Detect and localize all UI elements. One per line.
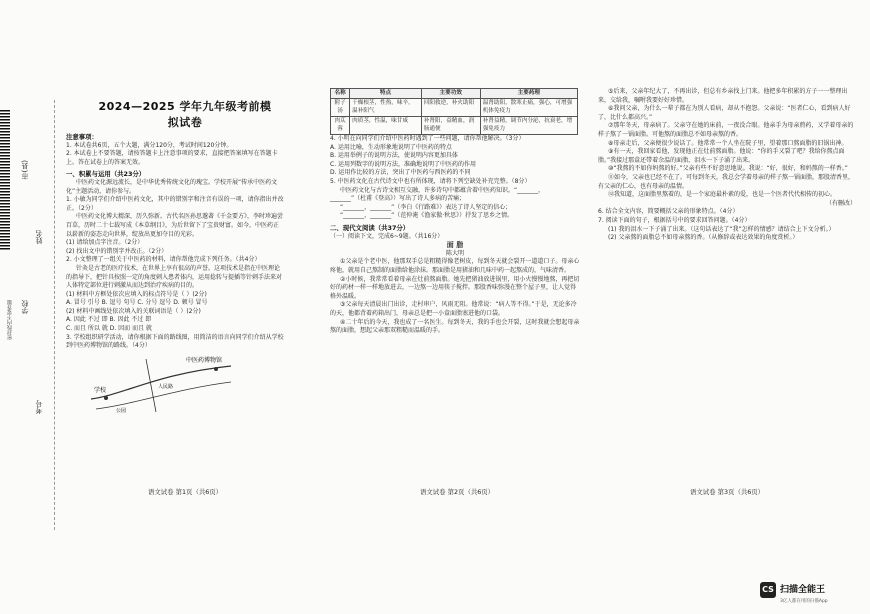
question: (2) 父亲熬的面脂总不如母亲熬的香。（从修辞或表达效果的角度赏析。） — [608, 234, 799, 242]
page-3-footer: 语文试卷 第3页（共6页） — [690, 488, 765, 496]
q4-option: B. 运用举例子的说明方法，使说明内容更加具体 — [330, 152, 458, 160]
notice-item: 1. 本试卷共6页，五个大题，满分120分，考试时间120分钟。 — [66, 141, 233, 149]
scanner-name: 扫描全能王 — [780, 585, 826, 595]
article-title: 面 脂 — [446, 241, 464, 250]
notice-heading: 注意事项： — [66, 133, 98, 141]
q4-stem: 4. 小明在向同学们介绍中医药时遇到了一些问题，请你帮他解决。（3分） — [330, 135, 525, 143]
table-cell: 肉质茎，性温，味甘咸 — [350, 117, 422, 135]
table-header: 主要功效 — [421, 89, 480, 99]
article-para: ⑤后来，父亲年纪大了，不再出诊，但总有乡亲找上门来。他把多年积累的方子一一整理出来，交给我，嘱咐我要好好珍惜。 — [598, 88, 848, 104]
scanner-tagline: 3亿人都在用的扫描App — [780, 599, 828, 604]
section-2-title: 二、现代文阅读（共37分） — [330, 223, 410, 232]
map-label: 人民路 — [158, 383, 174, 390]
table-cell: 补肾益精，调节内分泌，抗衰老，增强免疫力 — [480, 117, 577, 135]
q5-line: “_______，_______”（李白《行路难》）表达了诗人坚定的信心； — [340, 203, 512, 211]
q4-option: D. 运用作比较的方法，突出了中医药与西医药的不同 — [330, 169, 471, 177]
page-1 — [66, 130, 284, 417]
section-1-intro: 中医药文化源远流长，是中华优秀传统文化的瑰宝。学校开展“传承中医药文化”主题活动，请你参与。 — [66, 178, 278, 195]
article-para: ⑪如今，父亲也已经不在了。可每到冬天，我总会学着母亲的样子熬一锅面脂，那股清香里，有父亲的仁心，也有母亲的温情。 — [598, 173, 855, 190]
q4-option: C. 运用列数字的说明方法，准确地说明了中医药的作用 — [330, 160, 477, 168]
table-header: 名称 — [331, 89, 350, 99]
table-cell: 回阳救逆，补火助阳 — [421, 99, 480, 117]
q5-line: “_______，_______”（范仲淹《渔家傲·秋思》）抒发了思乡之情。 — [340, 212, 514, 220]
question: (1) 我的泪水一下子涌了出来。（这句话表达了“我”怎样的情感？请结合上下文分析。） — [608, 225, 835, 233]
table-row — [331, 99, 578, 117]
article-source: （有删改） — [825, 199, 856, 207]
table-cell: 补肾阳，益精血，润肠通便 — [421, 117, 480, 135]
q3-stem: 3. 学校组织研学活动，请你根据下面的路线图，用简洁的语言向同学们介绍从学校到中医药博物馆的路线。（4分） — [66, 333, 284, 350]
article-para: ⑫我知道，这面脂里熬着的，是一个家庭最朴素的爱，也是一个医者代代相传的初心。 — [608, 191, 837, 199]
table-cell: 干燥根茎，性热，味辛，温补阳气 — [350, 99, 422, 117]
q2-sub: C. 而且 所以 就 D. 因而 而且 就 — [66, 325, 152, 333]
seal-line — [54, 100, 55, 530]
page-2-footer: 语文试卷 第2页（共6页） — [420, 488, 495, 496]
question: 7. 阅读下面的句子，根据括号中的要求回答问题。（4分） — [598, 216, 751, 224]
q2-passage: 针灸是古老的医疗技术，在世界上享有很高的声誉。这项技术是指在中医理论的指导下，把针具按照一定的角度刺入患者体内，运用捻转与提插等针刺手法来对人体特定部位进行刺激从而达到治疗疾病的目的。 — [66, 264, 283, 290]
q1-sub: (2) 找出文中的错别字并改正。（2分） — [66, 247, 168, 255]
table-header: 特点 — [350, 89, 422, 99]
article-para: ⑩“我熬的不如你妈熬的好。”父亲有些不好意思地说。我说：“好，很好，和妈熬的一样香。” — [608, 165, 848, 173]
table-cell: 附子汤 — [331, 99, 350, 117]
article-para: ⑨有一天，我回家看他，发现他正在灶前熬面脂。他说：“你的手又裂了吧？我给你熬点面脂。”我接过那盒还带着余温的面脂，泪水一下子涌了出来。 — [598, 148, 845, 164]
notice-item: 2. 本试卷上不要答题，请按答题卡上注意事项的要求，直接把答案填写在答题卡上。答在试卷上的答案无效。 — [66, 150, 278, 166]
page-3 — [598, 88, 856, 243]
page-2 — [330, 88, 580, 336]
scanner-watermark — [760, 580, 866, 610]
name-label: 姓名 — [35, 230, 43, 244]
reading-1-title: （一）阅读下文，完成6~9题。（共16分） — [330, 232, 444, 240]
article-para: ⑧母亲走后，父亲便很少说话了。他常常一个人坐在院子里，望着那口熬面脂的旧锅出神。 — [608, 139, 848, 147]
table-cell: 肉苁蓉 — [331, 117, 350, 135]
article-para: ⑦那年冬天，母亲病了。父亲守在她的床前，一夜没合眼。他亲手为母亲煎药，又学着母亲的样子熬了一锅面脂。可他熬的面脂总不如母亲熬的香。 — [598, 122, 854, 138]
article-para: ⑥我问父亲，为什么一辈子都在为别人看病，却从不抱怨。父亲说：“医者仁心，看到病人好了，比什么都高兴。” — [598, 105, 851, 121]
article-para: ②小时候，我常常看着母亲在灶前熬面脂。她先把猪油放进锅里，用小火慢慢地熬，再把切好的药材一样一样地放进去，一边熬一边用筷子搅拌。那股香味弥漫在整个屋子里，让人觉得格外温暖。 — [330, 275, 580, 300]
city-label: 市(县) — [21, 160, 29, 180]
table-cell: 温肾助阳，散寒止痛，强心，可增强机体免疫力 — [480, 99, 577, 117]
question: 6. 结合全文内容，简要概括父亲的形象特点。（4分） — [598, 208, 739, 216]
herb-table — [330, 88, 578, 135]
article-para: ③父亲每天清晨出门出诊，走村串户，风雨无阻。他常说：“病人等不得。”于是，无论多冷的天，他都背着药箱出门，母亲总是把一小盒面脂塞进他的口袋。 — [330, 301, 577, 317]
q1-sub: (1) 请给加点字注音。（2分） — [66, 239, 144, 247]
q2-sub: (2) 材料中画线处依次填入的关联词语是（ ）(2分) — [66, 307, 201, 315]
page-1-footer: 语文试卷 第1页（共6页） — [148, 488, 223, 496]
article-para: ④二十年后的今天，我也成了一名医生。每到冬天，我的手也会开裂，这时我就会想起母亲熬的面脂，想起父亲那双粗糙而温暖的手。 — [330, 318, 580, 335]
school-label: 学校 — [21, 300, 29, 314]
table-header-row — [331, 89, 578, 99]
article-para: ①父亲是个老中医，他那双手总是粗糙得像老树皮，每到冬天就会裂开一道道口子。母亲心疼他，就用自己熬制的面脂给他涂抹。那面脂是用猪油和几味中药一起熬成的，气味清香。 — [330, 258, 580, 274]
exam-title: 2024—2025 学年九年级考前模拟试卷 — [98, 100, 272, 129]
map-label: 学校 — [94, 386, 107, 394]
table-row — [331, 117, 578, 135]
q2-stem: 2. 小文整理了一组关于中医药的材料，请你帮他完成下列任务。（共4分） — [66, 256, 261, 264]
q1-passage: 中医药文化博大精深，历久弥新。古代名医孙思邈著《千金要方》，李时珍遍尝百草，历时二十七载写成《本草纲目》，为后世留下了宝贵财富。如今，中医药正以崭新的姿态走向世界，绽放出更加夺目的光彩。 — [66, 213, 284, 238]
table-header: 主要药理 — [480, 89, 577, 99]
q1-stem: 1. 小敏为同学们介绍中医药文化，其中的错别字和注音有误的一项，请你指出并改正。（2分） — [66, 196, 284, 212]
seal-text: 密封线内不要答题 — [7, 300, 13, 340]
q5-stem: 5. 中医药文化在古代诗文中也有所体现，请将下列空缺处补充完整。（8分） — [330, 178, 531, 185]
map-label: 公园 — [116, 407, 127, 414]
q5-line: 中医药文化与古诗文相互交融，许多诗句中都蕴含着中医药知识。“_______，_______”（杜甫《登高》）写出了诗人多病的苦痛； — [330, 186, 545, 203]
q2-sub: A. 因此 不过 即 B. 因此 不过 即 — [66, 316, 152, 324]
map-label: 中医药博物馆 — [186, 356, 223, 364]
route-map — [86, 354, 236, 414]
q4-option: A. 运用比喻，生动形象地说明了中医药的特点 — [330, 143, 452, 151]
article-author: 陈大明 — [445, 249, 464, 257]
exam-no-label: 考号 — [35, 400, 43, 414]
scanner-logo-icon: CS — [760, 582, 776, 598]
section-1-title: 一、积累与运用（共23分） — [66, 170, 146, 179]
q2-sub: A. 冒号 引号 B. 逗号 句号 C. 分号 逗号 D. 顿号 冒号 — [66, 299, 208, 307]
binding-barcode — [0, 110, 10, 250]
q2-sub: (1) 材料中方框处依次应填入的标点符号是（ ）(2分) — [66, 290, 207, 298]
